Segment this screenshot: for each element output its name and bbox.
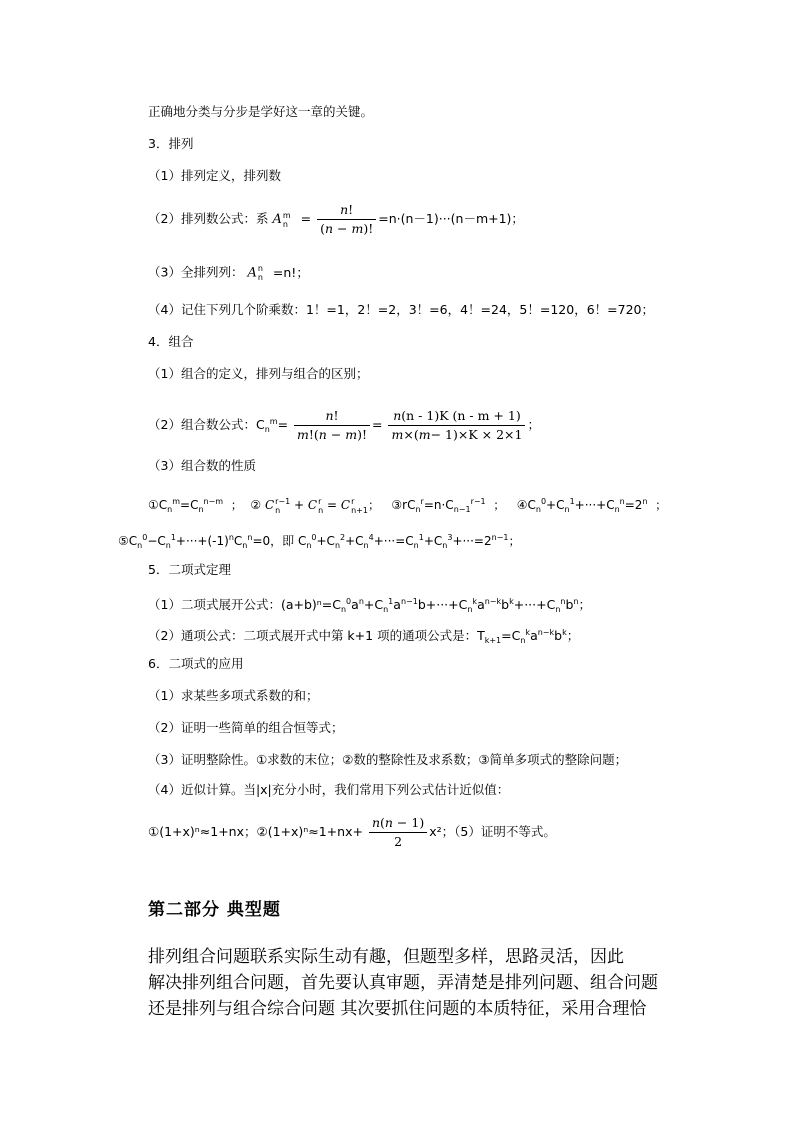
combination-fraction-2: $\frac{n(n - 1)K (n - m + 1)}{m\times(m- 1)\times K \times 2\times 1}$: [388, 408, 525, 443]
body-line-2: 解决排列组合问题，首先要认真审题，弄清楚是排列问题、组合问题: [148, 973, 658, 993]
section-3-item-1: （1）排列定义，排列数: [148, 168, 281, 183]
section-5-item-1: （1）二项式展开公式：$(a+b)^n=C_n^0a^n+C_n^1a^{n-1}b+\cdot\cdot\cdot+C_n^ka^{n-k}b^k+\cdot\cdot\cdot+C_n^nb^n$；: [148, 597, 592, 614]
approximation-fraction: $\frac{n(n - 1)}{2}$: [369, 815, 427, 850]
section-4-item-2: （2）组合数公式：$C_n^m=$ $\frac{n!}{m!(n - m)!}$ = $\frac{n(n - 1)K (n - m + 1)}{m\times(m- 1)\times K \times 2\times 1}$ ；: [148, 408, 540, 442]
section-4-title: 4．组合: [148, 334, 194, 349]
section-6-item-1: （1）求某些多项式系数的和；: [148, 688, 319, 703]
intro-line: 正确地分类与分步是学好这一章的关键。: [148, 104, 374, 119]
part-2-heading: 第二部分 典型题: [148, 900, 281, 920]
section-4-item-3: （3）组合数的性质: [148, 458, 256, 473]
body-line-3: 还是排列与组合综合问题 其次要抓住问题的本质特征，采用合理恰: [148, 999, 647, 1019]
section-3-item-4: （4）记住下列几个阶乘数：1！=1，2！=2，3！=6，4！=24，5！=120，6！=720；: [148, 302, 654, 317]
section-3-item-2: （2）排列数公式：系 Am n = $\frac{n!}{(n - m)!}$ =n·(n－1)···(n－m+1)；: [148, 202, 524, 236]
section-5-item-2: （2）通项公式：二项式展开式中第 k+1 项的通项公式是：$T_{k+1}=C_n^ka^{n-k}b^k$；: [148, 628, 580, 645]
section-6-item-3: （3）证明整除性。①求数的末位；②数的整除性及求系数；③简单多项式的整除问题；: [148, 752, 628, 767]
section-5-title: 5．二项式定理: [148, 562, 231, 577]
combination-fraction-1: $\frac{n!}{m!(n - m)!}$: [294, 408, 370, 443]
section-6-title: 6．二项式的应用: [148, 656, 244, 671]
body-line-1: 排列组合问题联系实际生动有趣，但题型多样，思路灵活，因此: [148, 947, 624, 967]
section-4-item-1: （1）组合的定义，排列与组合的区别；: [148, 366, 369, 381]
section-3-item-3: （3）全排列列： An n =n!；: [148, 264, 309, 282]
permutation-fraction: $\frac{n!}{(n - m)!}$: [317, 202, 376, 237]
section-3-title: 3．排列: [148, 136, 194, 151]
section-6-item-4: （4）近似计算。当|x|充分小时，我们常用下列公式估计近似值：: [148, 782, 510, 797]
combination-properties-row-1: $①C_n^m=C_n^{n-m}$ ； ② Cr−1 n + Cr n = Cr n+1； $③rC_n^r=n\cdot C_{n-1}^{r-1}$ ； $④C_n^0+C_n^1+\cdot\cdot\cdot+C_n^n=2^n$ ；: [148, 496, 668, 515]
section-6-item-2: （2）证明一些简单的组合恒等式；: [148, 720, 344, 735]
approximation-formulas: ①(1+x)ⁿ≈1+nx；②(1+x)ⁿ≈1+nx+ $\frac{n(n - 1)}{2}$ x²；（5）证明不等式。: [148, 815, 556, 849]
combination-properties-row-2: $⑤C_n^0-C_n^1+\cdot\cdot\cdot+(-1)^nC_n^n=0$，即 $C_n^0+C_n^2+C_n^4+\cdot\cdot\cdot=C_n^1+C_n^3+\cdot\cdot\cdot=2^{n-1}$；: [118, 533, 521, 550]
